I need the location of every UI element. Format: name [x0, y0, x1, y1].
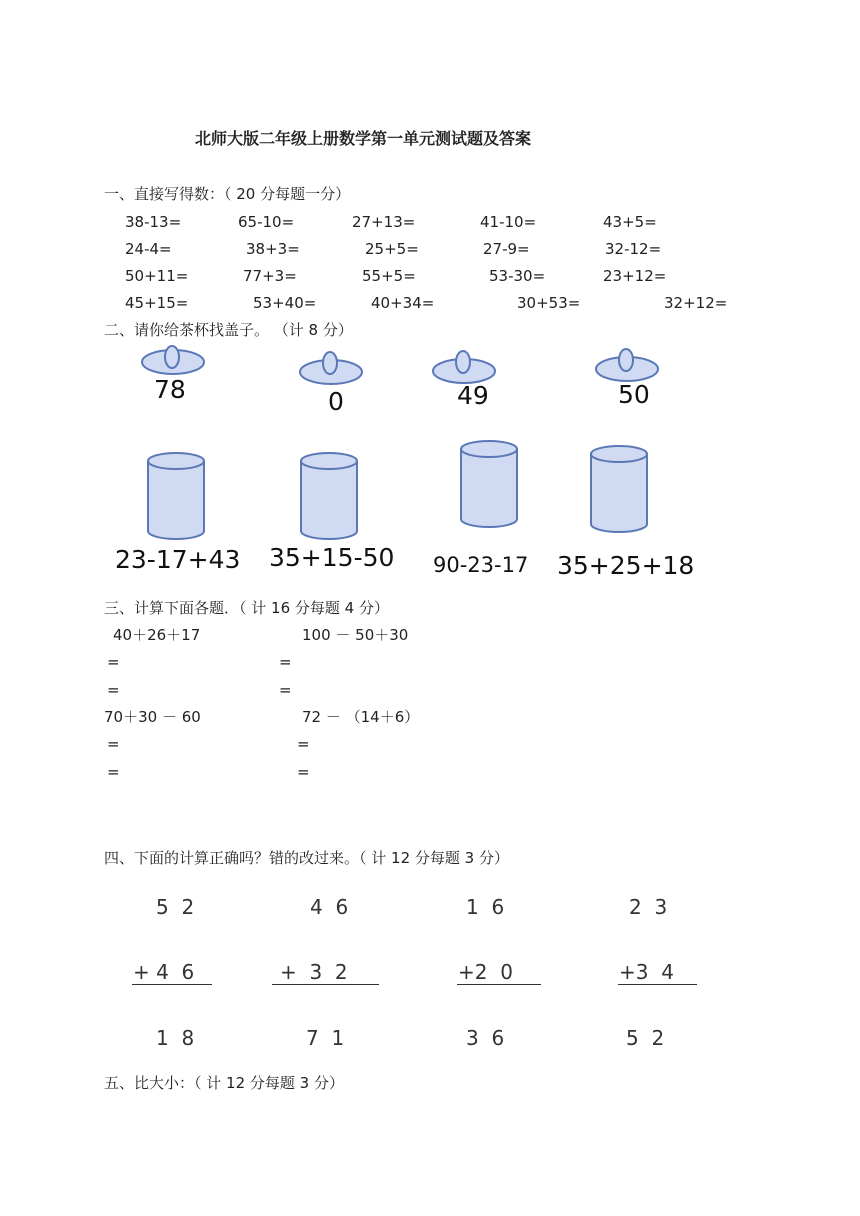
vertical-top-number: 1 6 — [466, 895, 505, 919]
lid-icon — [298, 350, 364, 386]
answer-line — [618, 984, 697, 985]
cup-expression: 35+25+18 — [557, 551, 695, 580]
lid-number: 49 — [457, 381, 489, 410]
section-5-heading: 五、比大小：（ 计 12 分每题 3 分） — [104, 1074, 344, 1092]
cup-icon — [589, 444, 651, 536]
lid-icon — [594, 347, 660, 383]
oral-problem: 53-30= — [489, 267, 546, 285]
lid-number: 0 — [328, 387, 344, 416]
oral-problem: 38+3= — [246, 240, 300, 258]
oral-problem: 50+11= — [125, 267, 189, 285]
equals-sign: = — [107, 735, 120, 753]
oral-problem: 27+13= — [352, 213, 416, 231]
section-3-heading: 三、计算下面各题．（ 计 16 分每题 4 分） — [104, 599, 389, 617]
page-title: 北师大版二年级上册数学第一单元测试题及答案 — [195, 129, 532, 148]
lid-number: 50 — [618, 380, 650, 409]
calc-problem: 100 － 50＋30 — [302, 626, 409, 644]
equals-sign: = — [297, 763, 310, 781]
oral-problem: 40+34= — [371, 294, 435, 312]
answer-line — [457, 984, 541, 985]
section-2-heading: 二、请你给茶杯找盖子。 （计 8 分） — [104, 321, 353, 339]
vertical-addend: + 3 2 — [280, 960, 348, 984]
cup-icon — [146, 451, 208, 543]
vertical-result: 7 1 — [306, 1026, 345, 1050]
vertical-top-number: 4 6 — [310, 895, 349, 919]
oral-problem: 53+40= — [253, 294, 317, 312]
oral-problem: 30+53= — [517, 294, 581, 312]
vertical-result: 5 2 — [626, 1026, 665, 1050]
oral-problem: 77+3= — [243, 267, 297, 285]
equals-sign: = — [279, 653, 292, 671]
calc-problem: 72 － （14＋6） — [302, 708, 420, 726]
oral-problem: 27-9= — [483, 240, 530, 258]
vertical-addend: +2 0 — [458, 960, 513, 984]
oral-problem: 41-10= — [480, 213, 537, 231]
cup-icon — [459, 439, 521, 531]
cup-expression: 35+15-50 — [269, 543, 395, 572]
oral-problem: 65-10= — [238, 213, 295, 231]
oral-problem: 32+12= — [664, 294, 728, 312]
oral-problem: 32-12= — [605, 240, 662, 258]
equals-sign: = — [297, 735, 310, 753]
answer-line — [132, 984, 212, 985]
oral-problem: 55+5= — [362, 267, 416, 285]
equals-sign: = — [107, 653, 120, 671]
cup-expression: 90-23-17 — [433, 553, 529, 577]
oral-problem: 38-13= — [125, 213, 182, 231]
oral-problem: 24-4= — [125, 240, 172, 258]
oral-problem: 25+5= — [365, 240, 419, 258]
lid-number: 78 — [154, 375, 186, 404]
section-1-heading: 一、直接写得数：（ 20 分每题一分） — [104, 185, 351, 203]
vertical-top-number: 2 3 — [629, 895, 668, 919]
vertical-addend: +3 4 — [619, 960, 674, 984]
oral-problem: 43+5= — [603, 213, 657, 231]
vertical-result: 1 8 — [156, 1026, 195, 1050]
equals-sign: = — [107, 681, 120, 699]
lid-icon — [431, 349, 497, 385]
calc-problem: 70＋30 － 60 — [104, 708, 201, 726]
oral-problem: 23+12= — [603, 267, 667, 285]
vertical-addend: + 4 6 — [133, 960, 195, 984]
oral-problem: 45+15= — [125, 294, 189, 312]
equals-sign: = — [279, 681, 292, 699]
vertical-result: 3 6 — [466, 1026, 505, 1050]
equals-sign: = — [107, 763, 120, 781]
cup-icon — [299, 451, 361, 543]
vertical-top-number: 5 2 — [156, 895, 195, 919]
calc-problem: 40＋26＋17 — [113, 626, 201, 644]
answer-line — [272, 984, 379, 985]
section-4-heading: 四、下面的计算正确吗？错的改过来。（ 计 12 分每题 3 分） — [104, 849, 509, 867]
cup-expression: 23-17+43 — [115, 545, 241, 574]
